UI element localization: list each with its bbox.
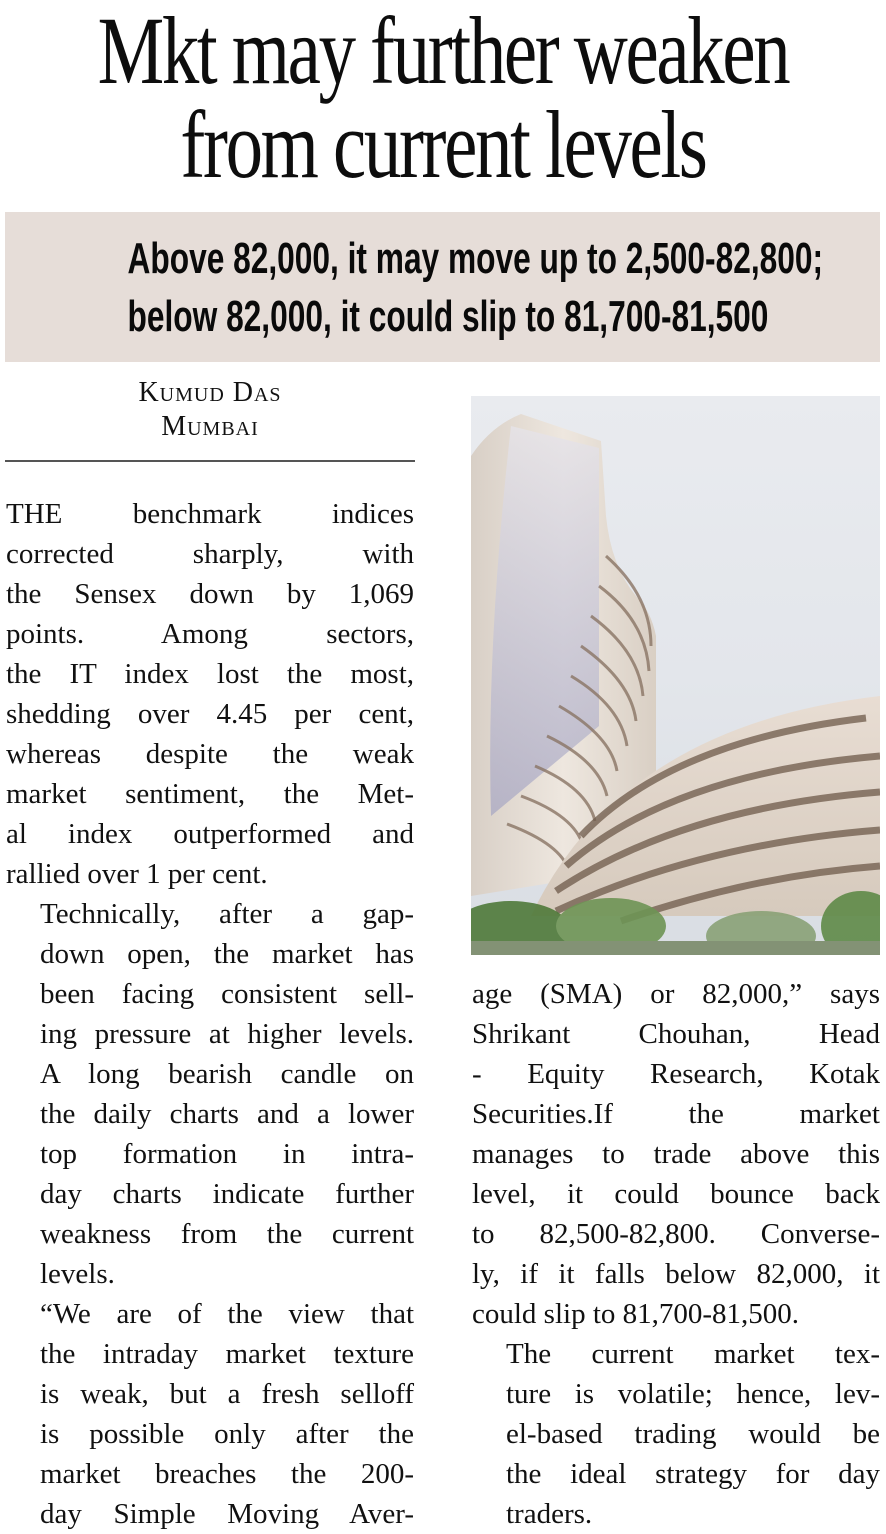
text-line: the intraday market texture bbox=[40, 1338, 414, 1370]
text-line: levels. bbox=[40, 1258, 115, 1290]
text-line: al index outperformed and bbox=[6, 818, 414, 850]
text-line: ing pressure at higher levels. bbox=[40, 1018, 414, 1050]
text-line: corrected sharply, with bbox=[6, 538, 414, 570]
paragraph-1 bbox=[6, 494, 414, 894]
text-line: points. Among sectors, bbox=[6, 618, 414, 650]
text-line: Shrikant Chouhan, Head bbox=[472, 1018, 880, 1050]
text-line: “We are of the view that bbox=[40, 1298, 414, 1330]
text-line: Securities.If the market bbox=[472, 1098, 880, 1130]
text-line: whereas despite the weak bbox=[6, 738, 414, 770]
deck-line-1: Above 82,000, it may move up to 2,500-82,800; bbox=[127, 234, 824, 283]
text-line: THE benchmark indices bbox=[6, 498, 414, 530]
text-line: level, it could bounce back bbox=[472, 1178, 880, 1210]
paragraph-2 bbox=[6, 894, 414, 1294]
text-line: down open, the market has bbox=[40, 938, 414, 970]
byline bbox=[5, 376, 415, 444]
text-line: manages to trade above this bbox=[472, 1138, 880, 1170]
paragraph-5 bbox=[472, 1334, 880, 1534]
article-column-1 bbox=[6, 494, 414, 1534]
text-line: the IT index lost the most, bbox=[6, 658, 414, 690]
deck-banner bbox=[5, 212, 880, 362]
paragraph-3 bbox=[6, 1294, 414, 1534]
byline-author: Kumud Das bbox=[138, 377, 282, 408]
byline-divider bbox=[5, 460, 415, 462]
text-line: The current market tex- bbox=[506, 1338, 880, 1370]
building-illustration bbox=[471, 396, 880, 955]
deck-line-2: below 82,000, it could slip to 81,700-81,500 bbox=[127, 292, 769, 341]
text-line: ture is volatile; hence, lev- bbox=[506, 1378, 880, 1410]
text-line: traders. bbox=[506, 1498, 593, 1530]
text-line: weakness from the current bbox=[40, 1218, 414, 1250]
text-line: Technically, after a gap- bbox=[40, 898, 414, 930]
text-line: the ideal strategy for day bbox=[506, 1458, 880, 1490]
byline-location: Mumbai bbox=[161, 411, 259, 442]
text-line: shedding over 4.45 per cent, bbox=[6, 698, 414, 730]
headline-line-1: Mkt may further weaken bbox=[97, 0, 789, 104]
text-line: - Equity Research, Kotak bbox=[472, 1058, 880, 1090]
text-line: el-based trading would be bbox=[506, 1418, 880, 1450]
text-line: could slip to 81,700-81,500. bbox=[472, 1298, 800, 1330]
text-line: to 82,500-82,800. Converse- bbox=[472, 1218, 880, 1250]
text-line: top formation in intra- bbox=[40, 1138, 414, 1170]
text-line: is possible only after the bbox=[40, 1418, 414, 1450]
text-line: is weak, but a fresh selloff bbox=[40, 1378, 414, 1410]
text-line: the daily charts and a lower bbox=[40, 1098, 414, 1130]
text-line: the Sensex down by 1,069 bbox=[6, 578, 414, 610]
text-line: age (SMA) or 82,000,” says bbox=[472, 978, 880, 1010]
text-line: rallied over 1 per cent. bbox=[6, 858, 268, 890]
text-line: ly, if it falls below 82,000, it bbox=[472, 1258, 880, 1290]
headline bbox=[97, 0, 789, 198]
text-line: day Simple Moving Aver- bbox=[40, 1498, 414, 1530]
text-line: been facing consistent sell- bbox=[40, 978, 414, 1010]
headline-line-2: from current levels bbox=[180, 91, 706, 198]
stock-exchange-building-photo bbox=[471, 396, 880, 955]
text-line: market sentiment, the Met- bbox=[6, 778, 414, 810]
paragraph-4 bbox=[472, 974, 880, 1334]
text-line: market breaches the 200- bbox=[40, 1458, 414, 1490]
text-line: A long bearish candle on bbox=[40, 1058, 414, 1090]
text-line: day charts indicate further bbox=[40, 1178, 414, 1210]
article-column-2 bbox=[472, 974, 880, 1534]
